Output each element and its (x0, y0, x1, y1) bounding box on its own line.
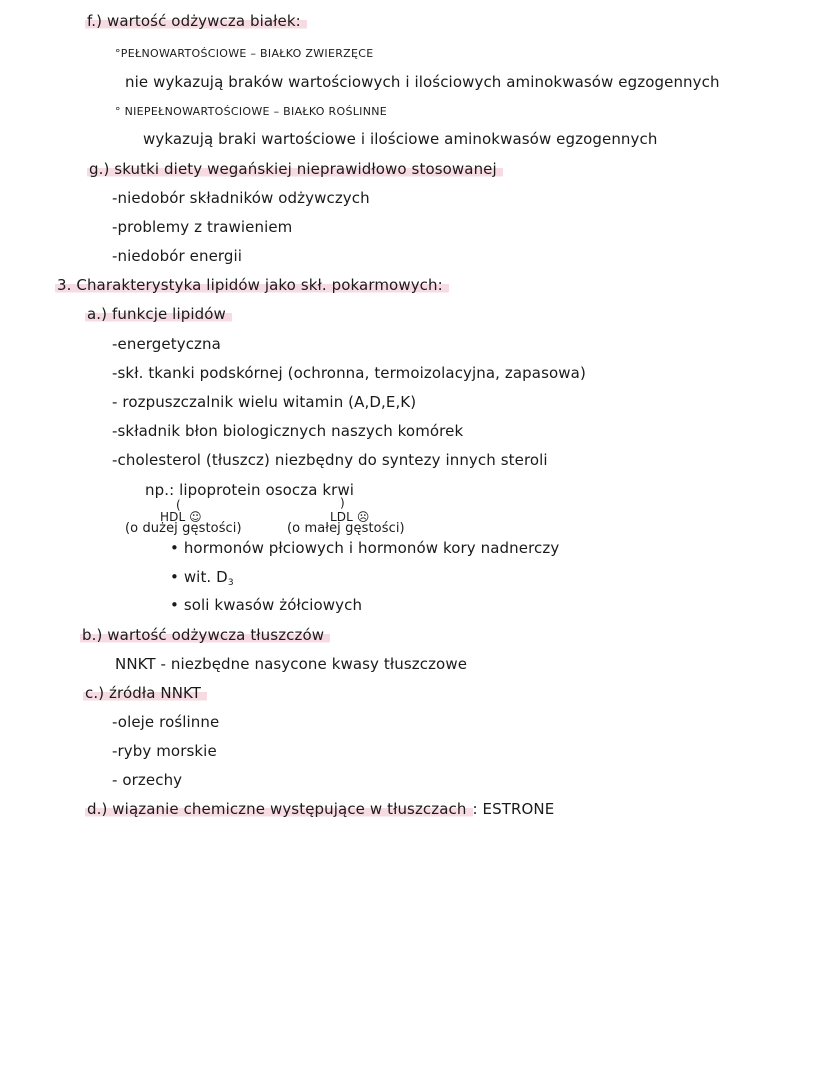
list-item: -problemy z trawieniem (112, 218, 293, 236)
branch-mark-right: ) (340, 496, 345, 510)
list-item: -niedobór energii (112, 247, 243, 265)
heading-a-text: a.) funkcje lipidów (85, 305, 232, 323)
vitamin-d-text: • wit. D (170, 568, 228, 586)
list-item: - orzechy (112, 771, 183, 789)
complete-protein-desc: nie wykazują braków wartościowych i ilościowych aminokwasów egzogennych (125, 73, 720, 91)
hdl-desc: (o dużej gęstości) (125, 521, 242, 536)
section-3-heading (55, 278, 449, 293)
heading-g (87, 162, 503, 177)
list-item: -energetyczna (112, 335, 221, 353)
hdl-label: HDL ☺ (160, 510, 202, 524)
list-item: -ryby morskie (112, 742, 217, 760)
heading-b-text: b.) wartość odżywcza tłuszczów (80, 626, 330, 644)
ldl-label: LDL ☹ (330, 510, 370, 524)
bullet-item (170, 570, 234, 588)
list-item: -skł. tkanki podskórnej (ochronna, termoizolacyjna, zapasowa) (112, 364, 586, 382)
nnkt-definition: NNKT - niezbędne nasycone kwasy tłuszczowe (115, 655, 468, 673)
heading-b (80, 628, 330, 643)
incomplete-protein-label: ° NIEPEŁNOWARTOŚCIOWE – BIAŁKO ROŚLINNE (115, 105, 388, 118)
section-3-heading-text: 3. Charakterystyka lipidów jako skł. pokarmowych: (55, 276, 449, 294)
heading-f (85, 14, 307, 29)
branch-mark-left: ( (176, 498, 181, 512)
heading-c-text: c.) źródła NNKT (83, 684, 207, 702)
bond-answer: : ESTRONE (472, 800, 555, 818)
list-item: -cholesterol (tłuszcz) niezbędny do syntezy innych steroli (112, 451, 548, 469)
vitamin-subscript: 3 (227, 578, 234, 588)
heading-f-text: f.) wartość odżywcza białek: (85, 12, 307, 30)
bullet-item: • soli kwasów żółciowych (170, 596, 363, 614)
heading-g-text: g.) skutki diety wegańskiej nieprawidłowo stosowanej (87, 160, 503, 178)
heading-a (85, 307, 232, 322)
ldl-desc: (o małej gęstości) (287, 521, 405, 536)
list-item: -niedobór składników odżywczych (112, 189, 370, 207)
bullet-item: • hormonów płciowych i hormonów kory nadnerczy (170, 539, 560, 557)
incomplete-protein-desc: wykazują braki wartościowe i ilościowe aminokwasów egzogennych (143, 130, 658, 148)
list-item: -oleje roślinne (112, 713, 220, 731)
heading-c (83, 686, 207, 701)
list-item: - rozpuszczalnik wielu witamin (A,D,E,K) (112, 393, 417, 411)
heading-d-text: d.) wiązanie chemiczne występujące w tłuszczach (85, 800, 473, 818)
list-item: -składnik błon biologicznych naszych komórek (112, 422, 464, 440)
lipoprotein-example: np.: lipoprotein osocza krwi (145, 481, 355, 499)
complete-protein-label: °PEŁNOWARTOŚCIOWE – BIAŁKO ZWIERZĘCE (115, 47, 374, 60)
heading-d (85, 802, 554, 817)
